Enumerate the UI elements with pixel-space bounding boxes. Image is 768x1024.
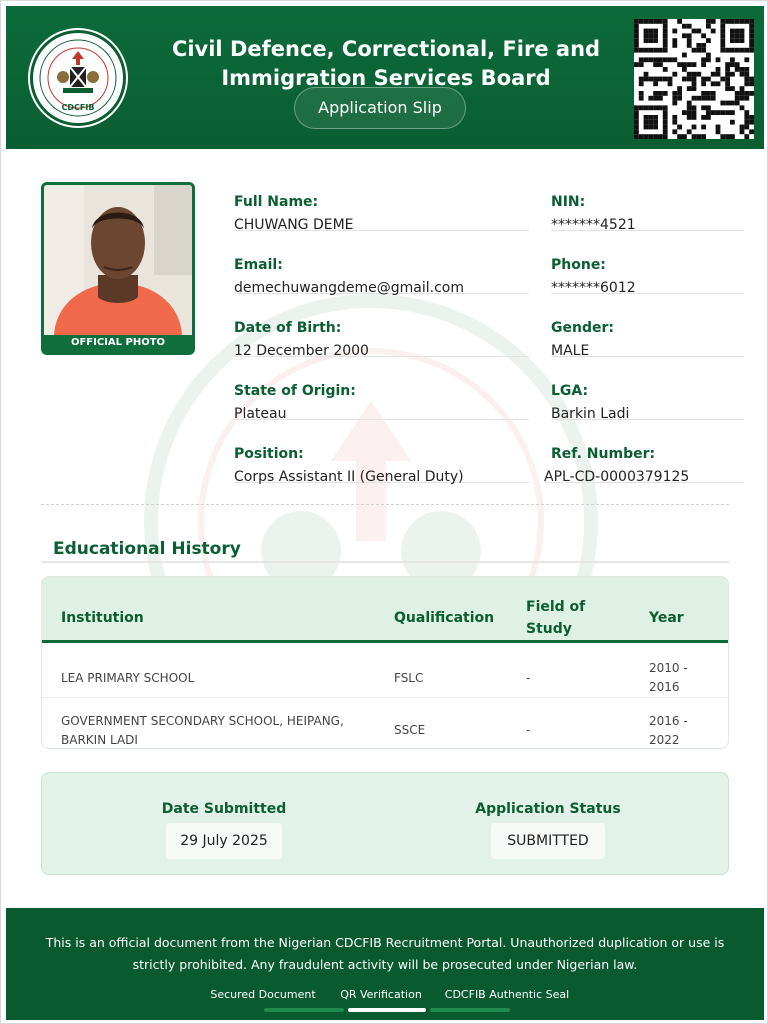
submission-summary — [41, 772, 729, 875]
table-row — [42, 646, 728, 698]
row-qualification: SSCE — [394, 723, 426, 737]
authentic-seal-link[interactable]: CDCFIB Authentic Seal — [444, 988, 570, 1001]
field-position — [234, 445, 529, 483]
date-submitted-value: 29 July 2025 — [166, 823, 282, 859]
application-slip-badge: Application Slip — [294, 87, 466, 129]
footer-indicator-3 — [430, 1008, 510, 1012]
secured-document-link[interactable]: Secured Document — [210, 988, 316, 1001]
footer — [6, 908, 764, 1020]
ref-label: Ref. Number: — [551, 446, 656, 462]
education-table — [41, 576, 729, 749]
state-value: Plateau — [234, 406, 287, 422]
field-gender — [551, 319, 744, 357]
table-header — [42, 577, 728, 643]
gender-label: Gender: — [551, 320, 614, 336]
field-email — [234, 256, 529, 294]
email-value: demechuwangdeme@gmail.com — [234, 280, 464, 296]
field-lga — [551, 382, 744, 420]
position-value: Corps Assistant II (General Duty) — [234, 469, 464, 485]
lga-value: Barkin Ladi — [551, 406, 630, 422]
section-underline — [41, 561, 729, 563]
cdcfib-logo — [30, 30, 126, 126]
row-qualification: FSLC — [394, 671, 424, 685]
date-submitted-label: Date Submitted — [161, 801, 287, 817]
footer-notice: This is an official document from the Nigerian CDCFIB Recruitment Portal. Unauthorized duplication or use is strictly prohibited. Any fraudulent activity will be prosecuted under Nigerian law. — [45, 935, 725, 972]
field-full-name — [234, 193, 529, 231]
official-photo — [41, 182, 195, 355]
table-row — [42, 698, 728, 749]
row-field: - — [526, 723, 531, 737]
row-field: - — [526, 671, 531, 685]
applicant-photo — [44, 185, 192, 335]
col-year: Year — [649, 610, 684, 626]
footer-indicator-2 — [348, 1008, 426, 1012]
full-name-value: CHUWANG DEME — [234, 217, 354, 233]
phone-value: *******6012 — [551, 280, 636, 296]
dob-value: 12 December 2000 — [234, 343, 369, 359]
col-field-of-study: Field of Study — [526, 599, 586, 637]
status-badge: SUBMITTED — [491, 823, 605, 859]
nin-value: *******4521 — [551, 217, 636, 233]
board-title-line1: Civil Defence, Correctional, Fire and — [171, 37, 601, 61]
email-label: Email: — [234, 257, 283, 273]
state-label: State of Origin: — [234, 383, 356, 399]
field-ref-number — [544, 445, 744, 483]
field-state-of-origin — [234, 382, 529, 420]
col-qualification: Qualification — [394, 610, 495, 626]
official-photo-label: OFFICIAL PHOTO — [70, 337, 166, 348]
dob-label: Date of Birth: — [234, 320, 342, 336]
gender-value: MALE — [551, 343, 590, 359]
col-institution: Institution — [61, 610, 144, 626]
field-phone — [551, 256, 744, 294]
footer-indicator-1 — [264, 1008, 344, 1012]
header-banner — [6, 6, 764, 149]
qr-verification-link[interactable]: QR Verification — [340, 988, 422, 1001]
row-year: 2016 - 2022 — [649, 714, 688, 747]
field-date-of-birth — [234, 319, 529, 357]
board-title — [156, 35, 616, 93]
educational-history-title: Educational History — [53, 539, 241, 559]
qr-code-icon[interactable] — [634, 19, 754, 139]
ref-value: APL-CD-0000379125 — [544, 469, 690, 485]
row-year: 2010 - 2016 — [649, 661, 688, 694]
phone-label: Phone: — [551, 257, 606, 273]
dashed-divider — [41, 504, 729, 505]
row-institution: LEA PRIMARY SCHOOL — [61, 671, 195, 685]
position-label: Position: — [234, 446, 304, 462]
logo-text: CDCFIB — [61, 103, 95, 112]
board-title-line2: Immigration Services Board — [221, 66, 551, 90]
lga-label: LGA: — [551, 383, 589, 399]
full-name-label: Full Name: — [234, 194, 319, 210]
row-institution: GOVERNMENT SECONDARY SCHOOL, HEIPANG, BARKIN LADI — [61, 714, 344, 747]
nin-label: NIN: — [551, 194, 586, 210]
application-status-label: Application Status — [475, 801, 621, 817]
field-nin — [551, 193, 744, 231]
